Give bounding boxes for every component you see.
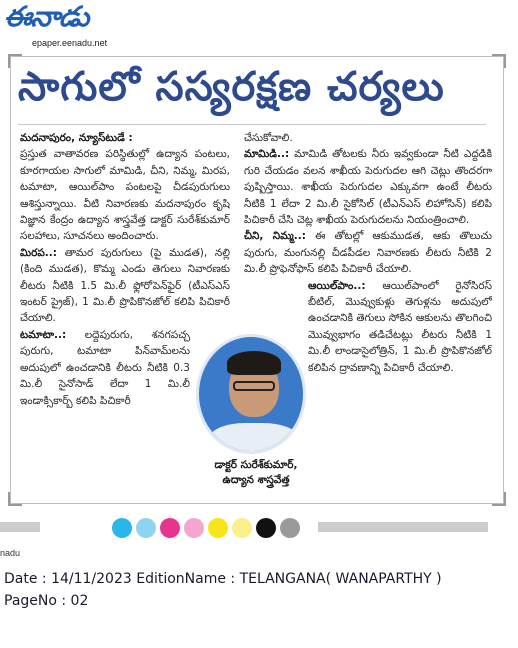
continuation-text: చేసుకోవాలి. <box>244 132 293 144</box>
eenadu-logo[interactable]: ఈనాడు <box>4 0 89 33</box>
color-swatch <box>184 518 204 538</box>
caption-title: ఉద్యాన శాస్త్రవేత్త <box>222 474 290 486</box>
section-text: ఈ తోటల్లో ఆకుముడత, ఆకు తొలుచు పురుగు, మంగునల్లి చీడపీడల నివారణకు లీటరు నీటికి 2 మి.లీ ప్రొఫెనోఫాస్ కలిపి పిచికారీ చేయాలి. <box>244 230 492 276</box>
scientist-photo <box>196 334 306 454</box>
section-chilli <box>20 245 230 327</box>
section-title: మిరప..: <box>20 246 57 259</box>
crop-mark <box>492 492 506 506</box>
section-title: టమాటా..: <box>20 328 67 341</box>
section-title: ఆయిల్‌పాం..: <box>308 279 366 292</box>
article-headline: సాగులో సస్యరక్షణ చర్యలు <box>18 64 445 110</box>
section-text: లద్దెపురుగు, శనగపచ్చ పురుగు, టమాటా పిన్‌వామ్‌లను అదుపులో ఉంచడానికి లీటరు నీటికి 0.3 మి.లీ సైనోసాడ్ లేదా 1 మి.లీ ఇండాక్సికార్బ్ కలిపి పిచికారీ <box>20 328 190 407</box>
photo-shirt <box>209 423 299 454</box>
article-lead-paragraph: ప్రస్తుత వాతావరణ పరిస్థితుల్లో ఉద్యాన పంటలు, కూరగాయల సాగులో మామిడి, చీని, నిమ్మ, మిరప, టమాటా, ఆయిల్‌పాం పంటలపై చీడపురుగులు ఆశిస్తున్నాయి. వీటి నివారణకు మదనాపురం కృషి విజ్ఞాన కేంద్రం ఉద్యాన శాస్త్రవేత్త డాక్టర్ సురేశ్‌కుమార్ సలహాలు, సూచనలు అందించారు. <box>20 148 230 243</box>
masthead <box>0 0 518 52</box>
color-swatch <box>280 518 300 538</box>
color-swatch <box>256 518 276 538</box>
section-mango <box>244 146 492 228</box>
crop-mark <box>8 492 22 506</box>
section-text: ఆయిల్‌పాంలో రైనోసిరస్ బీటిల్, మొవ్వుకుళ్లు తెగుళ్లను అదుపులో ఉంచడానికి తెగులు సోకిన ఆకులను తొలగించి మొవ్వుభాగం తడిచేటట్లు లీటరు నీటికి 1 మి.లీ లాండాసైలోత్రిన్, 1 మి.లీ ప్రొపికొనజోల్ కలిపిన ద్రావణాన్ని పిచికారీ చేయాలి. <box>308 279 492 374</box>
color-swatch <box>112 518 132 538</box>
photo-hair <box>227 351 281 375</box>
section-text: మామిడి తోటలకు నీరు ఇవ్వకుండా నీటి ఎద్దడికి గురి చేయడం వలన శాఖీయ పెరుగుదల ఆగి చెట్లు తొందరగా పుష్పిస్తాయి. శాఖీయ పెరుగుదల ఎక్కువగా ఉంటే లీటరు నీటికి 1 లేదా 2 మి.లీ సైకోసిల్ (టీఎన్‌ఎస్ లిహోసిన్) కలిపి పిచికారీ చేసి చెట్ల శాఖీయ పెరుగుదలను నియంత్రించాలి. <box>244 148 492 227</box>
section-text: తామర పురుగులు (పై ముడత), నల్లి (కింది ముడత), కొమ్మ ఎండు తెగులు నివారణకు లీటరు నీటికి 1.5 మి.లీ ఫ్లోరోపెన్‌ఫైర్ (టీఎస్‌ఎస్ ఇంటర్ ప్రైజ్), 1 మి.లీ ప్రొపికొనజోల్ కలిపి పిచికారీ చేయాలి. <box>20 246 230 325</box>
caption-name: డాక్టర్ సురేశ్‌కుమార్, <box>214 459 298 471</box>
edition-footer <box>4 568 442 612</box>
page-edge-label: nadu <box>0 548 21 558</box>
page-number: PageNo : 02 <box>4 593 89 609</box>
section-title: మామిడి..: <box>244 148 290 161</box>
color-registration-swatches <box>0 518 518 538</box>
color-swatch <box>232 518 252 538</box>
color-swatch <box>208 518 228 538</box>
article-column-left <box>20 130 230 492</box>
headline-divider <box>18 124 486 125</box>
edition-info: Date : 14/11/2023 EditionName : TELANGANA( WANAPARTHY ) <box>4 571 442 587</box>
section-title: చీని, నిమ్మ..: <box>244 230 306 243</box>
photo-caption <box>196 458 316 488</box>
section-tomato <box>20 327 190 409</box>
section-citrus <box>244 228 492 277</box>
color-swatch <box>160 518 180 538</box>
photo-glasses <box>233 381 275 391</box>
article-dateline: మదనాపురం, న్యూస్‌టుడే : <box>20 132 133 144</box>
color-swatch <box>136 518 156 538</box>
epaper-url: epaper.eenadu.net <box>32 38 108 48</box>
